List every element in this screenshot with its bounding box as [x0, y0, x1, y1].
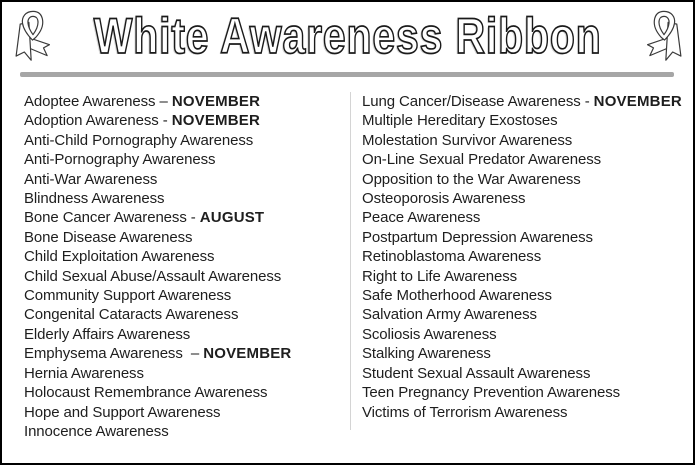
white-ribbon-icon-right [643, 9, 685, 63]
list-item [24, 267, 346, 286]
item-label: Adoptee Awareness – [24, 93, 172, 110]
list-item [362, 383, 682, 402]
list-item [362, 208, 682, 227]
page-title: White Awareness Ribbon [93, 8, 602, 64]
header [2, 5, 693, 80]
item-label: Emphysema Awareness – [24, 345, 204, 363]
list-item [24, 131, 346, 150]
list-item [24, 111, 346, 130]
list-item [24, 305, 346, 324]
item-label: Teen Pregnancy Prevention Awareness [362, 384, 621, 402]
item-label: Innocence Awareness [24, 422, 169, 440]
list-item [24, 344, 346, 363]
list-item [24, 403, 346, 422]
awareness-list-right [362, 92, 682, 422]
item-label: Opposition to the War Awareness [362, 170, 581, 188]
item-label: Multiple Hereditary Exostoses [362, 112, 558, 130]
item-label: Anti-War Awareness [24, 170, 158, 188]
item-label: Scoliosis Awareness [362, 325, 497, 343]
item-label: Child Sexual Abuse/Assault Awareness [24, 267, 282, 285]
list-item [362, 267, 682, 286]
list-item [362, 403, 682, 422]
item-label: Anti-Pornography Awareness [24, 151, 216, 169]
list-item [24, 247, 346, 266]
item-date: NOVEMBER [593, 93, 682, 110]
item-label: Right to Life Awareness [362, 267, 518, 285]
item-label: Anti-Child Pornography Awareness [24, 131, 254, 149]
item-label: Child Exploitation Awareness [24, 248, 215, 266]
item-label: On-Line Sexual Predator Awareness [362, 151, 602, 169]
item-label: Student Sexual Assault Awareness [362, 364, 591, 382]
list-item [362, 247, 682, 266]
column-divider [350, 92, 351, 430]
item-label: Bone Disease Awareness [24, 228, 193, 246]
list-item [362, 344, 682, 363]
item-label: Victims of Terrorism Awareness [362, 403, 568, 421]
item-label: Blindness Awareness [24, 190, 165, 208]
item-label: Molestation Survivor Awareness [362, 131, 573, 149]
item-label: Lung Cancer/Disease Awareness - [362, 93, 594, 110]
item-label: Stalking Awareness [362, 345, 491, 363]
awareness-list-left [24, 92, 346, 441]
list-item [24, 228, 346, 247]
list-item [24, 208, 346, 227]
item-label: Osteoporosis Awareness [362, 190, 526, 208]
list-item [362, 92, 682, 111]
list-item [362, 189, 682, 208]
list-item [362, 228, 682, 247]
list-item [24, 170, 346, 189]
list-item [362, 131, 682, 150]
list-item [362, 170, 682, 189]
item-date: NOVEMBER [203, 345, 292, 363]
list-item [24, 325, 346, 344]
item-label: Community Support Awareness [24, 287, 232, 305]
item-label: Safe Motherhood Awareness [362, 287, 552, 305]
list-item [362, 111, 682, 130]
item-label: Peace Awareness [362, 209, 481, 227]
title-underline-rule [20, 72, 674, 77]
list-item [24, 286, 346, 305]
item-label: Holocaust Remembrance Awareness [24, 384, 268, 402]
item-label: Retinoblastoma Awareness [362, 248, 542, 266]
list-item [362, 305, 682, 324]
item-label: Salvation Army Awareness [362, 306, 537, 324]
item-label: Hernia Awareness [24, 364, 144, 382]
item-label: Elderly Affairs Awareness [24, 325, 191, 343]
item-date: NOVEMBER [171, 93, 261, 110]
item-date: NOVEMBER [171, 112, 260, 130]
list-item [362, 286, 682, 305]
list-item [24, 150, 346, 169]
list-item [24, 383, 346, 402]
list-item [362, 150, 682, 169]
list-item [24, 364, 346, 383]
list-item [24, 189, 346, 208]
item-label: Bone Cancer Awareness - [24, 209, 200, 227]
item-label: Hope and Support Awareness [24, 403, 221, 421]
list-item [24, 422, 346, 441]
item-label: Congenital Cataracts Awareness [24, 306, 239, 324]
list-item [362, 325, 682, 344]
list-item [24, 92, 346, 111]
item-label: Postpartum Depression Awareness [362, 228, 593, 246]
item-label: Adoption Awareness - [24, 112, 172, 130]
item-date: AUGUST [199, 209, 265, 227]
list-item [362, 364, 682, 383]
